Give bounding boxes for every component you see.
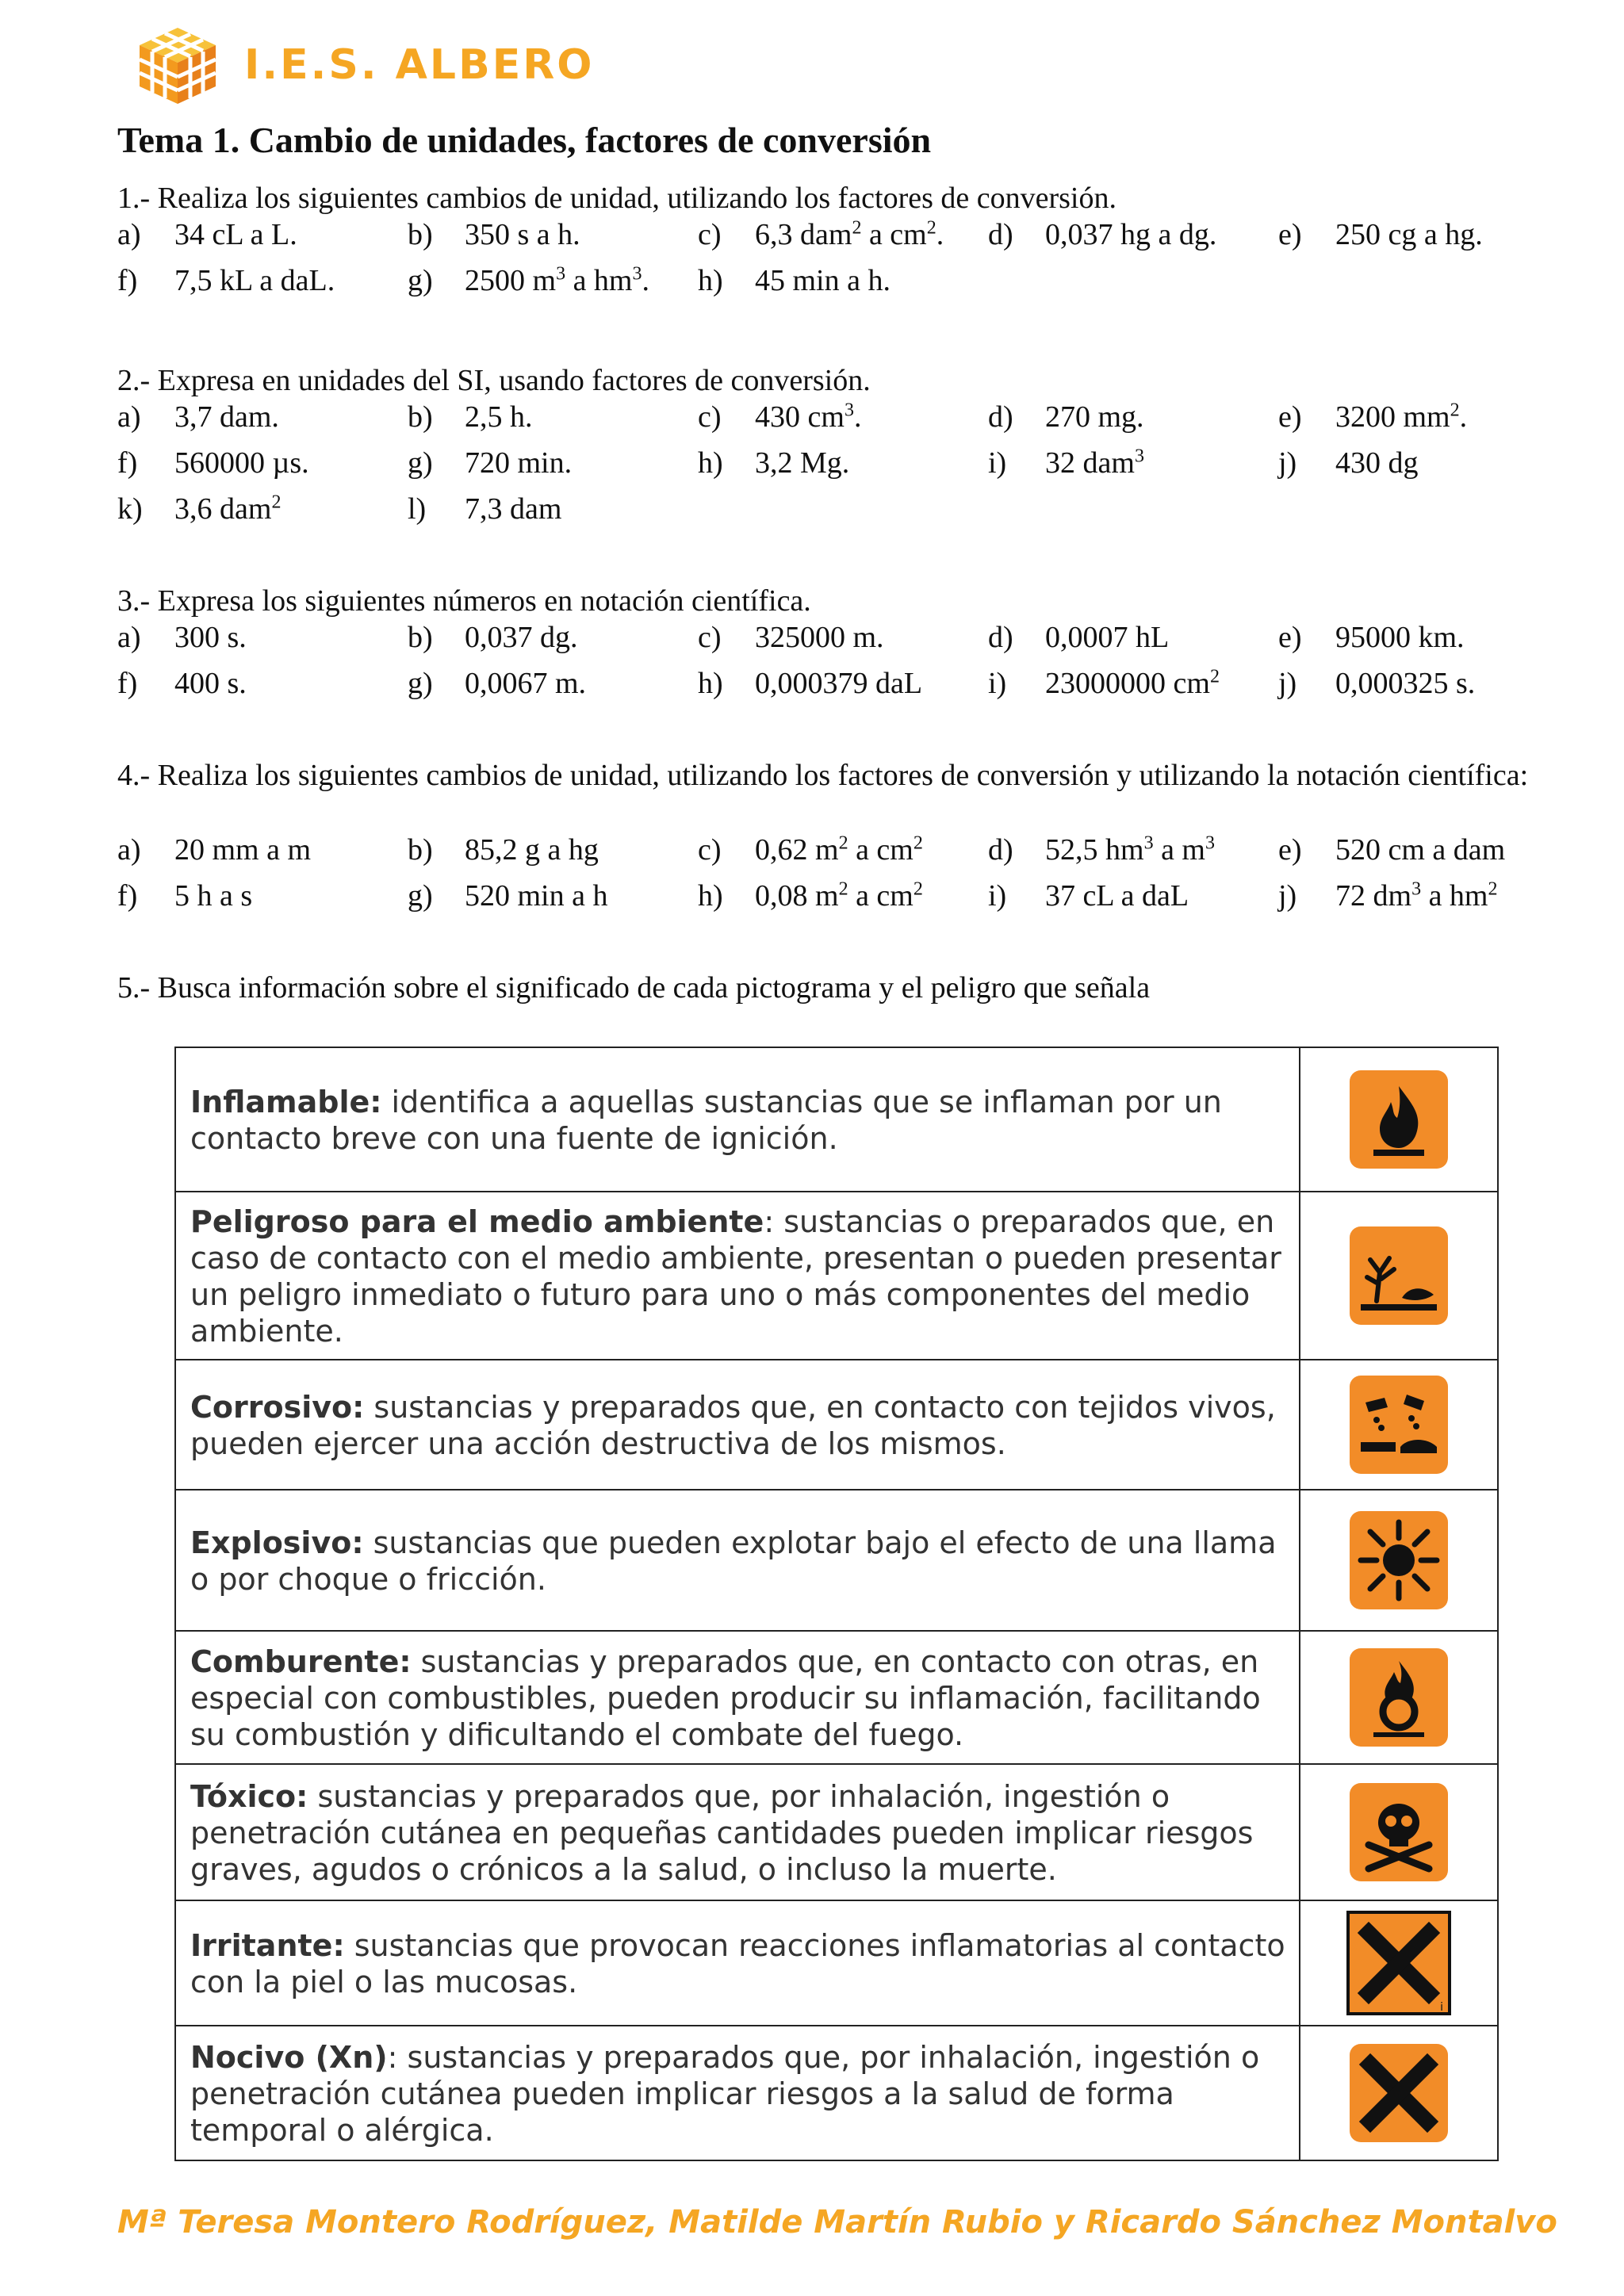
item-text-part: 7,3 dam (465, 492, 562, 526)
item-letter: e) (1278, 621, 1302, 654)
hazard-icon-cell (1300, 1900, 1498, 2026)
school-name: I.E.S. ALBERO (244, 41, 595, 89)
item-text-part: 20 mm a m (174, 833, 312, 867)
item-letter: d) (988, 400, 1013, 434)
superscript: 3 (1411, 878, 1422, 900)
item-text (755, 263, 891, 298)
item-text-part: 325000 m. (755, 621, 884, 654)
item-text-part: 270 mg. (1045, 400, 1144, 434)
item-letter: c) (698, 400, 722, 434)
item-text (755, 878, 923, 913)
superscript: 2 (838, 832, 848, 854)
skull-crossbones-icon (1345, 1778, 1453, 1886)
item-text-part: 23000000 cm (1045, 667, 1210, 700)
hazard-description (175, 1047, 1300, 1192)
hazard-text: sustancias y preparados que, en contacto con tejidos vivos, pueden ejercer una acción destructiva de los mismos. (190, 1390, 1276, 1461)
item-text (174, 446, 309, 480)
item-text-part: a cm (861, 218, 927, 251)
item-text (465, 263, 649, 298)
item-text (1045, 620, 1169, 655)
item-text (465, 400, 533, 434)
hazard-description (175, 1360, 1300, 1490)
hazard-icon-cell (1300, 1360, 1498, 1490)
item-text (1045, 666, 1220, 701)
superscript: 3 (632, 263, 642, 285)
item-text-part: . (853, 400, 862, 434)
item-letter: f) (117, 879, 138, 913)
item-letter: f) (117, 264, 138, 297)
item-text (465, 878, 607, 913)
item-text (1335, 400, 1467, 434)
item-text (1045, 217, 1216, 252)
superscript: 2 (271, 492, 282, 513)
hazard-text: sustancias y preparados que, en contacto con otras, en especial con combustibles, pueden producir su inflamación, facilitando su combustión y dificultando el combate del fuego. (190, 1644, 1261, 1752)
item-text-part: 0,62 m (755, 833, 839, 867)
item-text-part: 2,5 h. (465, 400, 533, 434)
item-text-part: 34 cL a L. (174, 218, 297, 251)
hazard-name: Inflamable: (190, 1085, 382, 1119)
hazard-icon-cell (1300, 1764, 1498, 1900)
item-text-part: 0,000379 daL (755, 667, 923, 700)
superscript: 3 (844, 400, 854, 421)
item-text-part: 3200 mm (1335, 400, 1450, 434)
superscript: 2 (1209, 666, 1220, 687)
item-letter: f) (117, 667, 138, 700)
explosive-icon (1345, 1506, 1453, 1614)
icon-label: i (1440, 2001, 1443, 2014)
item-letter: h) (698, 264, 723, 297)
item-text (1045, 878, 1189, 913)
item-text (1335, 217, 1483, 252)
item-letter: j) (1278, 879, 1297, 913)
item-text-part: a m (1153, 833, 1205, 867)
item-text (465, 446, 572, 480)
item-text-part: 72 dm (1335, 879, 1412, 913)
hazard-name: Comburente: (190, 1644, 412, 1679)
item-letter: a) (117, 621, 141, 654)
item-text (755, 620, 884, 655)
item-letter: e) (1278, 218, 1302, 251)
item-text (174, 263, 335, 298)
item-text (1335, 666, 1475, 701)
hazard-name: Explosivo: (190, 1525, 364, 1560)
item-letter: h) (698, 446, 723, 480)
item-letter: d) (988, 621, 1013, 654)
exercise-2-title: 2.- Expresa en unidades del SI, usando factores de conversión. (117, 364, 871, 397)
cube-logo-icon (133, 21, 222, 109)
item-text-part: 95000 km. (1335, 621, 1465, 654)
hazard-description (175, 1764, 1300, 1900)
hazard-name: Corrosivo: (190, 1390, 365, 1425)
item-text-part: a hm (565, 264, 633, 297)
item-text (465, 832, 599, 867)
item-letter: b) (408, 218, 433, 251)
item-letter: b) (408, 833, 433, 867)
hazard-icon-cell (1300, 1192, 1498, 1360)
item-text (174, 666, 247, 701)
hazard-icon-cell (1300, 1047, 1498, 1192)
item-text-part: 250 cg a hg. (1335, 218, 1483, 251)
item-letter: h) (698, 879, 723, 913)
exercise-3-title: 3.- Expresa los siguientes números en notación científica. (117, 584, 811, 618)
superscript: 2 (1488, 878, 1498, 900)
item-letter: g) (408, 446, 433, 480)
hazard-row (175, 1047, 1498, 1192)
hazard-row (175, 1360, 1498, 1490)
item-text (755, 666, 922, 701)
item-text-part: 560000 µs. (174, 446, 309, 480)
hazard-pictograms-table (174, 1047, 1499, 2161)
superscript: 2 (926, 217, 936, 239)
hazard-text: : sustancias y preparados que, por inhalación, ingestión o penetración cutánea pueden implicar riesgos a la salud de forma temporal o alérgica. (190, 2040, 1260, 2148)
item-text (174, 492, 281, 526)
item-text (174, 832, 311, 867)
superscript: 2 (838, 878, 848, 900)
item-text-part: a hm (1421, 879, 1488, 913)
hazard-name: Irritante: (190, 1928, 345, 1963)
item-text (1335, 878, 1498, 913)
item-text-part: 350 s a h. (465, 218, 580, 251)
item-text (1335, 446, 1419, 480)
item-letter: b) (408, 400, 433, 434)
item-letter: g) (408, 264, 433, 297)
item-text-part: 520 cm a dam (1335, 833, 1506, 867)
item-text-part: . (1459, 400, 1468, 434)
harmful-cross-icon (1345, 2039, 1453, 2147)
hazard-description (175, 1631, 1300, 1764)
item-text (174, 400, 279, 434)
hazard-name: Peligroso para el medio ambiente (190, 1204, 764, 1239)
item-text-part: 2500 m (465, 264, 557, 297)
hazard-text: sustancias que pueden explotar bajo el efecto de una llama o por choque o fricción. (190, 1525, 1277, 1597)
footer-authors: Mª Teresa Montero Rodríguez, Matilde Martín Rubio y Ricardo Sánchez Montalvo (117, 2204, 1557, 2241)
item-letter: b) (408, 621, 433, 654)
item-letter: g) (408, 879, 433, 913)
item-text-part: 0,000325 s. (1335, 667, 1476, 700)
superscript: 2 (913, 878, 923, 900)
item-letter: c) (698, 833, 722, 867)
item-letter: e) (1278, 400, 1302, 434)
superscript: 3 (1134, 446, 1144, 467)
item-text (755, 832, 923, 867)
item-text-part: a cm (848, 879, 914, 913)
item-text-part: 37 cL a daL (1045, 879, 1189, 913)
hazard-name: Nocivo (Xn) (190, 2040, 388, 2075)
item-text (1045, 400, 1144, 434)
item-text-part: 32 dam (1045, 446, 1135, 480)
item-text (174, 620, 247, 655)
hazard-text: identifica a aquellas sustancias que se inflaman por un contacto breve con una fuente de ignición. (190, 1085, 1222, 1156)
item-text-part: 85,2 g a hg (465, 833, 599, 867)
superscript: 3 (1205, 832, 1215, 854)
item-letter: d) (988, 833, 1013, 867)
item-text-part: 3,2 Mg. (755, 446, 850, 480)
hazard-row (175, 1900, 1498, 2026)
hazard-icon-cell (1300, 1631, 1498, 1764)
item-text-part: 0,037 hg a dg. (1045, 218, 1217, 251)
item-text-part: a cm (848, 833, 914, 867)
exercise-5-title: 5.- Busca información sobre el significado de cada pictograma y el peligro que señala (117, 971, 1151, 1004)
item-letter: c) (698, 218, 722, 251)
item-text-part: 430 cm (755, 400, 845, 434)
item-text-part: 400 s. (174, 667, 247, 700)
item-text (1335, 832, 1505, 867)
item-letter: a) (117, 833, 141, 867)
header (133, 17, 594, 113)
item-letter: j) (1278, 446, 1297, 480)
exercise-1-title: 1.- Realiza los siguientes cambios de unidad, utilizando los factores de conversión. (117, 182, 1116, 215)
item-text-part: 520 min a h (465, 879, 608, 913)
corrosive-icon (1345, 1371, 1453, 1479)
oxidizer-icon (1345, 1644, 1453, 1751)
hazard-row (175, 2026, 1498, 2160)
hazard-description (175, 1490, 1300, 1631)
hazard-row (175, 1764, 1498, 1900)
superscript: 2 (1450, 400, 1460, 421)
item-text (174, 878, 252, 913)
item-text-part: 45 min a h. (755, 264, 891, 297)
item-text (755, 400, 861, 434)
item-text-part: 430 dg (1335, 446, 1419, 480)
hazard-description (175, 1900, 1300, 2026)
item-letter: i) (988, 667, 1007, 700)
item-text (755, 446, 849, 480)
item-text (465, 492, 561, 526)
item-letter: a) (117, 218, 141, 251)
item-text-part: 52,5 hm (1045, 833, 1144, 867)
item-letter: d) (988, 218, 1013, 251)
item-text-part: 0,0007 hL (1045, 621, 1170, 654)
superscript: 3 (1143, 832, 1154, 854)
item-text (755, 217, 944, 252)
irritant-cross-icon (1345, 1909, 1453, 2017)
item-letter: e) (1278, 833, 1302, 867)
item-text-part: 0,0067 m. (465, 667, 587, 700)
item-text (1045, 832, 1215, 867)
hazard-row (175, 1192, 1498, 1360)
hazard-description (175, 2026, 1300, 2160)
item-text (465, 217, 580, 252)
item-letter: a) (117, 400, 141, 434)
item-letter: j) (1278, 667, 1297, 700)
item-text-part: . (642, 264, 649, 297)
hazard-text: : sustancias o preparados que, en caso de contacto con el medio ambiente, presentan o pueden presentar un peligro inmediato o futuro para uno o más componentes del medio ambiente. (190, 1204, 1281, 1349)
item-letter: i) (988, 446, 1007, 480)
item-text (1335, 620, 1465, 655)
page-title: Tema 1. Cambio de unidades, factores de conversión (117, 120, 932, 160)
environment-hazard-icon (1345, 1222, 1453, 1330)
item-text-part: 3,6 dam (174, 492, 272, 526)
item-text-part: 720 min. (465, 446, 573, 480)
item-text-part: 6,3 dam (755, 218, 852, 251)
item-letter: i) (988, 879, 1007, 913)
item-letter: l) (408, 492, 427, 526)
item-letter: g) (408, 667, 433, 700)
hazard-description (175, 1192, 1300, 1360)
item-text-part: 7,5 kL a daL. (174, 264, 335, 297)
superscript: 3 (556, 263, 566, 285)
flame-icon (1345, 1066, 1453, 1173)
item-letter: h) (698, 667, 723, 700)
item-text-part: 300 s. (174, 621, 247, 654)
exercise-4-title: 4.- Realiza los siguientes cambios de unidad, utilizando los factores de conversión y utilizando la notación científica: (117, 759, 1529, 792)
item-text-part: 0,037 dg. (465, 621, 578, 654)
item-text-part: . (936, 218, 944, 251)
item-letter: k) (117, 492, 143, 526)
hazard-icon-cell (1300, 1490, 1498, 1631)
item-text (1045, 446, 1144, 480)
superscript: 2 (913, 832, 923, 854)
hazard-icon-cell (1300, 2026, 1498, 2160)
item-text-part: 0,08 m (755, 879, 839, 913)
hazard-text: sustancias y preparados que, por inhalación, ingestión o penetración cutánea en pequeñas cantidades pueden implicar riesgos graves, agudos o crónicos a la salud, o incluso la muerte. (190, 1779, 1254, 1887)
hazard-row (175, 1631, 1498, 1764)
item-letter: f) (117, 446, 138, 480)
hazard-row (175, 1490, 1498, 1631)
item-text-part: 5 h a s (174, 879, 253, 913)
hazard-text: sustancias que provocan reacciones inflamatorias al contacto con la piel o las mucosas. (190, 1928, 1285, 1999)
item-text (465, 620, 578, 655)
superscript: 2 (852, 217, 862, 239)
item-text (465, 666, 586, 701)
item-text (174, 217, 297, 252)
hazard-name: Tóxico: (190, 1779, 308, 1814)
item-text-part: 3,7 dam. (174, 400, 279, 434)
item-letter: c) (698, 621, 722, 654)
